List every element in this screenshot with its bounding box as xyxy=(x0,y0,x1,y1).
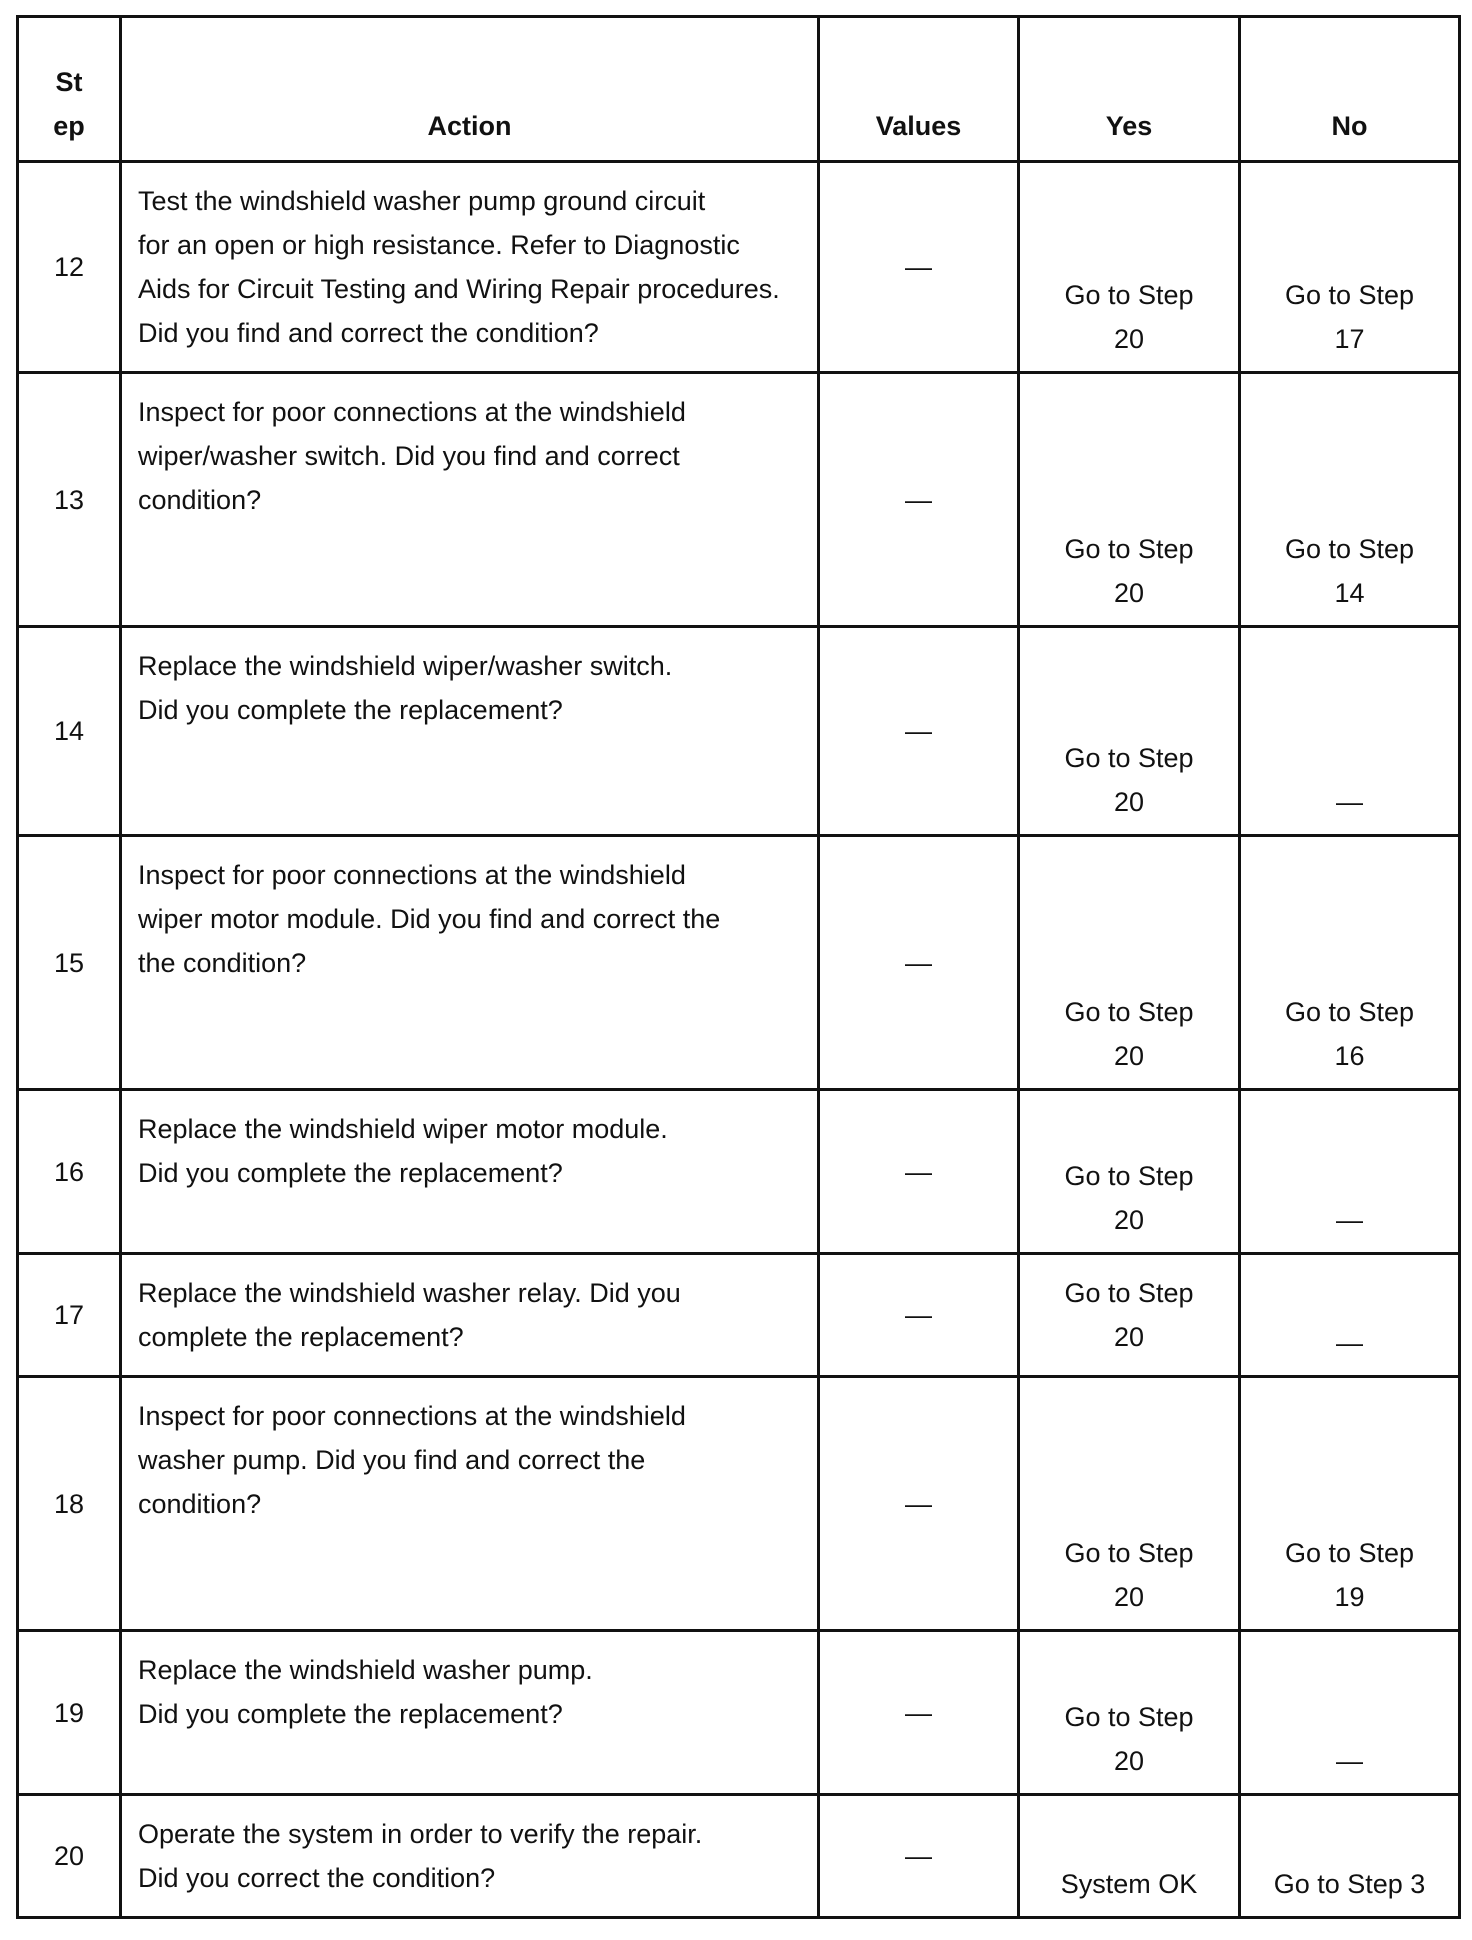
value-cell: — xyxy=(819,373,1019,627)
yes-result: System OK xyxy=(1019,1795,1240,1918)
no-column-header: No xyxy=(1240,17,1460,162)
step-number: 17 xyxy=(18,1254,121,1377)
action-text: Replace the windshield washer relay. Did you complete the replacement? xyxy=(121,1254,819,1377)
table-row xyxy=(18,1090,1460,1254)
no-result: — xyxy=(1240,1254,1460,1377)
header-row xyxy=(18,17,1460,162)
yes-result: Go to Step 20 xyxy=(1019,836,1240,1090)
step-number: 19 xyxy=(18,1631,121,1795)
no-result: — xyxy=(1240,1090,1460,1254)
step-number: 16 xyxy=(18,1090,121,1254)
step-column-header: St ep xyxy=(18,17,121,162)
table-row xyxy=(18,162,1460,373)
no-result: — xyxy=(1240,627,1460,836)
no-result: Go to Step 14 xyxy=(1240,373,1460,627)
no-result: Go to Step 16 xyxy=(1240,836,1460,1090)
value-cell: — xyxy=(819,836,1019,1090)
yes-result: Go to Step 20 xyxy=(1019,1631,1240,1795)
value-cell: — xyxy=(819,162,1019,373)
table-row xyxy=(18,627,1460,836)
step-number: 12 xyxy=(18,162,121,373)
no-result: — xyxy=(1240,1631,1460,1795)
value-cell: — xyxy=(819,1795,1019,1918)
table-row xyxy=(18,1254,1460,1377)
value-cell: — xyxy=(819,1254,1019,1377)
value-cell: — xyxy=(819,1631,1019,1795)
value-cell: — xyxy=(819,1377,1019,1631)
step-number: 15 xyxy=(18,836,121,1090)
value-cell: — xyxy=(819,627,1019,836)
action-text: Test the windshield washer pump ground circuit for an open or high resistance. Refer to Diagnostic Aids for Circuit Testing and Wiring Repair procedures. Did you find and correct the condition? xyxy=(121,162,819,373)
no-result: Go to Step 3 xyxy=(1240,1795,1460,1918)
value-cell: — xyxy=(819,1090,1019,1254)
step-number: 18 xyxy=(18,1377,121,1631)
action-text: Replace the windshield wiper motor module. Did you complete the replacement? xyxy=(121,1090,819,1254)
step-number: 20 xyxy=(18,1795,121,1918)
yes-result: Go to Step 20 xyxy=(1019,1377,1240,1631)
step-number: 14 xyxy=(18,627,121,836)
action-text: Inspect for poor connections at the windshield wiper/washer switch. Did you find and correct condition? xyxy=(121,373,819,627)
yes-result: Go to Step 20 xyxy=(1019,373,1240,627)
action-column-header: Action xyxy=(121,17,819,162)
action-text: Replace the windshield wiper/washer switch. Did you complete the replacement? xyxy=(121,627,819,836)
action-text: Replace the windshield washer pump. Did you complete the replacement? xyxy=(121,1631,819,1795)
no-result: Go to Step 19 xyxy=(1240,1377,1460,1631)
no-result: Go to Step 17 xyxy=(1240,162,1460,373)
diagnostic-table xyxy=(16,15,1461,1919)
values-column-header: Values xyxy=(819,17,1019,162)
yes-result: Go to Step 20 xyxy=(1019,162,1240,373)
table-row xyxy=(18,1795,1460,1918)
action-text: Inspect for poor connections at the windshield washer pump. Did you find and correct the condition? xyxy=(121,1377,819,1631)
step-number: 13 xyxy=(18,373,121,627)
yes-result: Go to Step 20 xyxy=(1019,627,1240,836)
yes-result: Go to Step 20 xyxy=(1019,1254,1240,1377)
table-row xyxy=(18,1377,1460,1631)
yes-result: Go to Step 20 xyxy=(1019,1090,1240,1254)
table-row xyxy=(18,836,1460,1090)
action-text: Inspect for poor connections at the windshield wiper motor module. Did you find and correct the the condition? xyxy=(121,836,819,1090)
yes-column-header: Yes xyxy=(1019,17,1240,162)
table-row xyxy=(18,373,1460,627)
action-text: Operate the system in order to verify the repair. Did you correct the condition? xyxy=(121,1795,819,1918)
table-row xyxy=(18,1631,1460,1795)
